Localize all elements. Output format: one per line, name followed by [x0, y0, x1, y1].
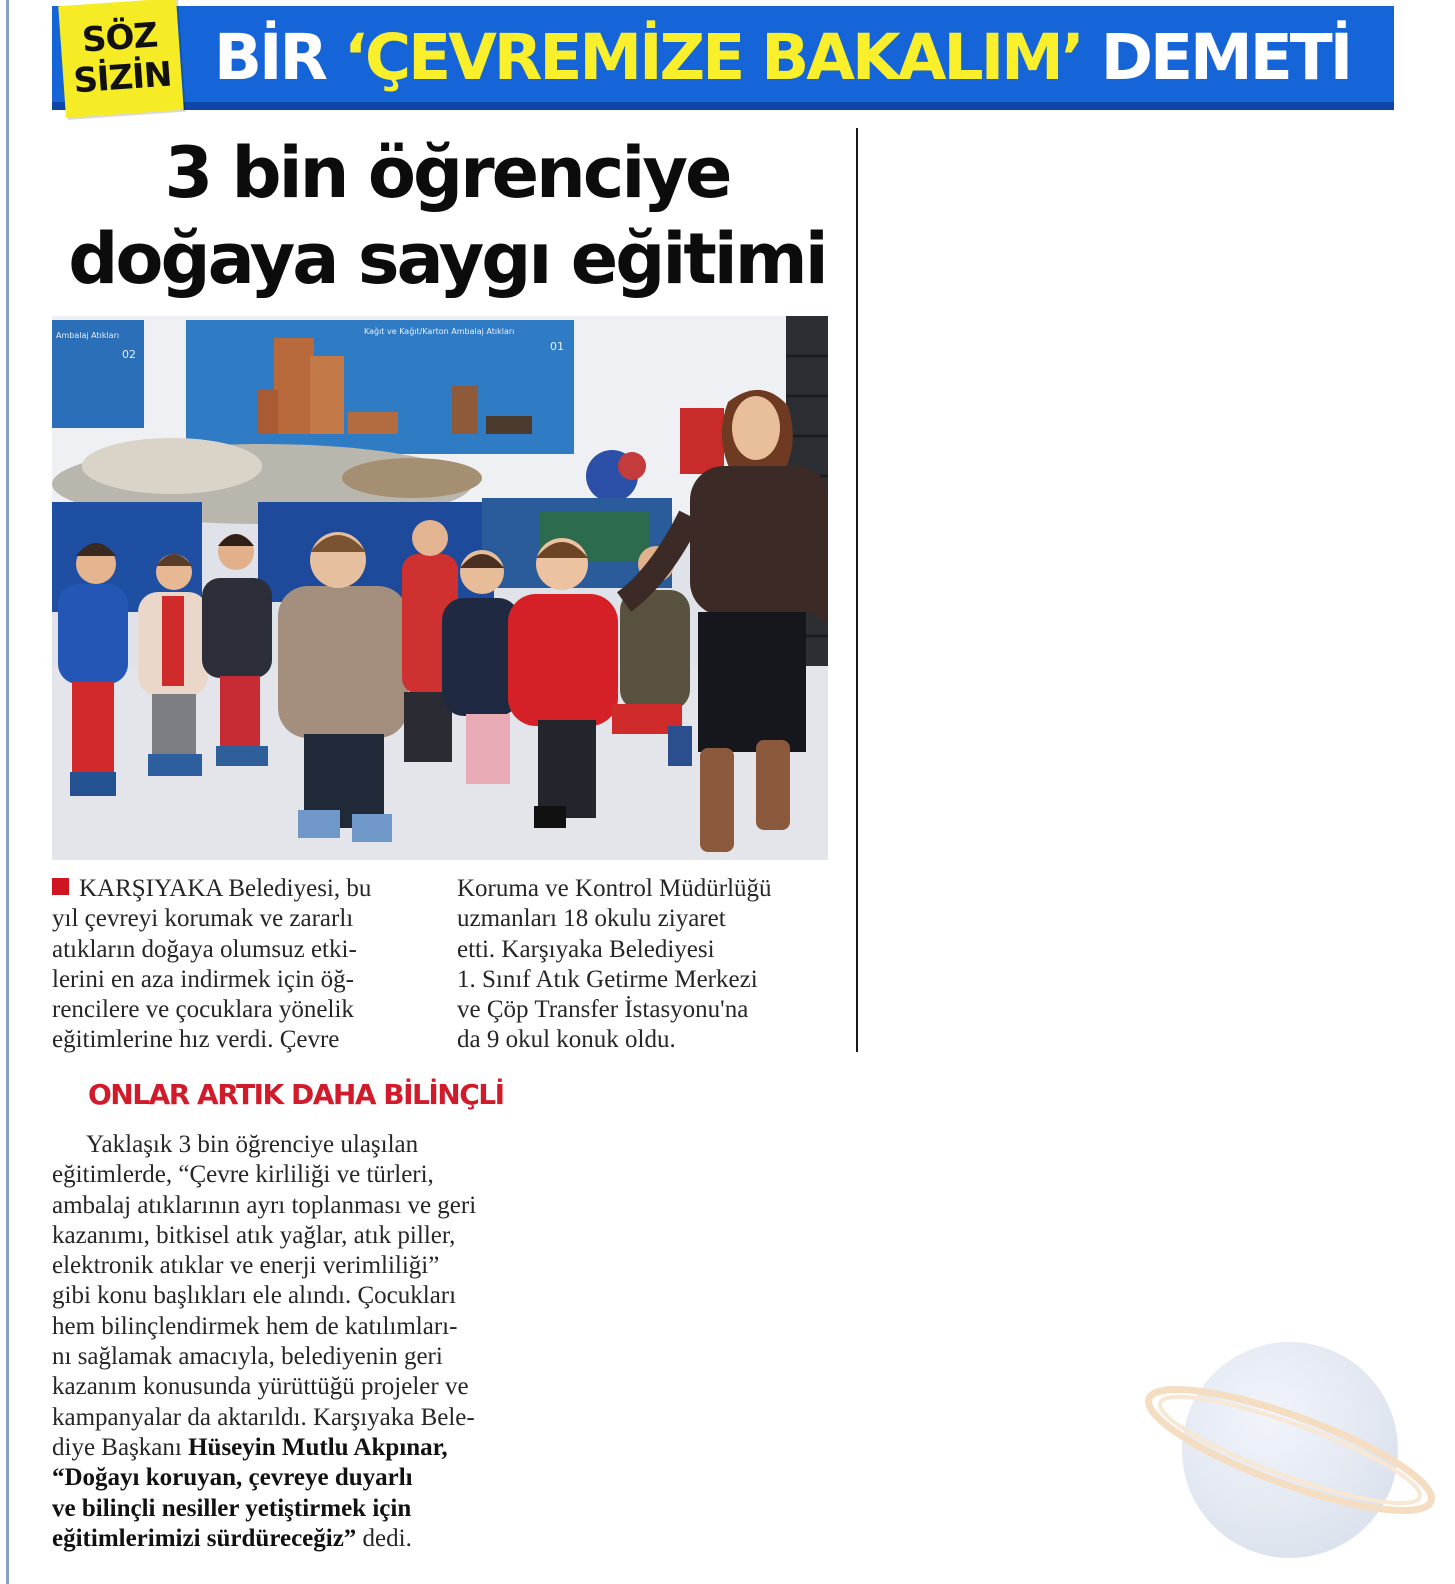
col3-line-6: gibi konu başlıkları ele alındı. Çocukları — [52, 1282, 457, 1310]
col1-line-3: atıkların doğaya olumsuz etki- — [52, 935, 357, 963]
col2-line-3: etti. Karşıyaka Belediyesi — [457, 935, 715, 963]
col3-line-7: hem bilinçlendirmek hem de katılımları- — [52, 1312, 458, 1340]
article-column-2 — [457, 874, 837, 1056]
col1-lead: KARŞIYAKA — [79, 875, 223, 902]
photo-illustration — [52, 316, 828, 860]
col3-line-9: kazanım konusunda yürüttüğü projeler ve — [52, 1373, 469, 1401]
col2-line-4: 1. Sınıf Atık Getirme Merkezi — [457, 965, 758, 993]
banner-bottom-stripe — [52, 102, 1394, 110]
col3-line-1 — [52, 1130, 562, 1160]
col3-line-2: eğitimlerde, “Çevre kirliliği ve türleri, — [52, 1161, 434, 1189]
headline-line-2: doğaya saygı eğitimi — [68, 218, 826, 300]
banner-title — [214, 12, 1350, 102]
col3-line-14 — [52, 1524, 562, 1554]
soz-sizin-tag — [58, 0, 184, 118]
quote-line-1: “Doğayı koruyan, çevreye duyarlı — [52, 1464, 413, 1492]
planet-watermark-icon — [1140, 1330, 1440, 1570]
page-left-border — [6, 0, 9, 1584]
banner-title-end: DEMETİ — [1081, 20, 1351, 94]
article-photo — [52, 316, 828, 860]
col2-line-6: da 9 okul konuk oldu. — [457, 1026, 676, 1054]
col2-line-2: uzmanları 18 okulu ziyaret — [457, 905, 726, 933]
tag-line-1: SÖZ — [80, 15, 159, 61]
article-column-1 — [52, 874, 432, 1056]
article-column-3 — [52, 1130, 562, 1554]
col3-line-11-start: diye Başkanı — [52, 1433, 189, 1461]
column-divider — [856, 128, 858, 1052]
tag-line-2: SİZİN — [72, 54, 173, 102]
col3-line-11 — [52, 1433, 562, 1463]
col3-line-3: ambalaj atıklarının ayrı toplanması ve geri — [52, 1191, 477, 1219]
col3-line-1-text: Yaklaşık 3 bin öğrenciye ulaşılan — [86, 1131, 419, 1158]
col3-line-4: kazanımı, bitkisel atık yağlar, atık piller, — [52, 1221, 456, 1249]
poster-left-number: 02 — [122, 348, 136, 361]
col3-line-10: kampanyalar da aktarıldı. Karşıyaka Bele- — [52, 1403, 475, 1431]
quote-end: eğitimlerimizi sürdüreceğiz” — [52, 1524, 357, 1552]
col1-line-4: lerini en aza indirmek için öğ- — [52, 965, 354, 993]
col1-line-1 — [52, 874, 432, 904]
mayor-name: Hüseyin Mutlu Akpınar, — [188, 1433, 448, 1461]
banner-title-highlight: ‘ÇEVREMİZE BAKALIM’ — [343, 20, 1082, 94]
quote-line-2: ve bilinçli nesiller yetiştirmek için — [52, 1494, 412, 1522]
banner-title-start: BİR — [214, 20, 344, 94]
article-headline — [52, 130, 842, 302]
col3-line-8: nı sağlamak amacıyla, belediyenin geri — [52, 1343, 443, 1371]
poster-right-number: 01 — [550, 340, 564, 353]
col2-line-1: Koruma ve Kontrol Müdürlüğü — [457, 875, 772, 902]
col1-line-5: rencilere ve çocuklara yönelik — [52, 996, 354, 1024]
poster-right-label: Kağıt ve Kağıt/Karton Ambalaj Atıkları — [364, 327, 515, 336]
col2-line-5: ve Çöp Transfer İstasyonu'na — [457, 996, 749, 1024]
red-square-bullet-icon — [52, 878, 69, 895]
col3-end: dedi. — [356, 1524, 412, 1552]
headline-line-1: 3 bin öğrenciye — [164, 132, 730, 214]
col1-line-6: eğitimlerine hız verdi. Çevre — [52, 1026, 340, 1054]
col1-line-2: yıl çevreyi korumak ve zararlı — [52, 905, 354, 933]
col1-line-1-text: Belediyesi, bu — [222, 875, 372, 902]
article-subhead: ONLAR ARTIK DAHA BİLİNÇLİ — [88, 1078, 504, 1111]
col3-line-5: elektronik atıklar ve enerji verimliliği” — [52, 1252, 440, 1280]
poster-left-label: Ambalaj Atıkları — [56, 331, 120, 340]
